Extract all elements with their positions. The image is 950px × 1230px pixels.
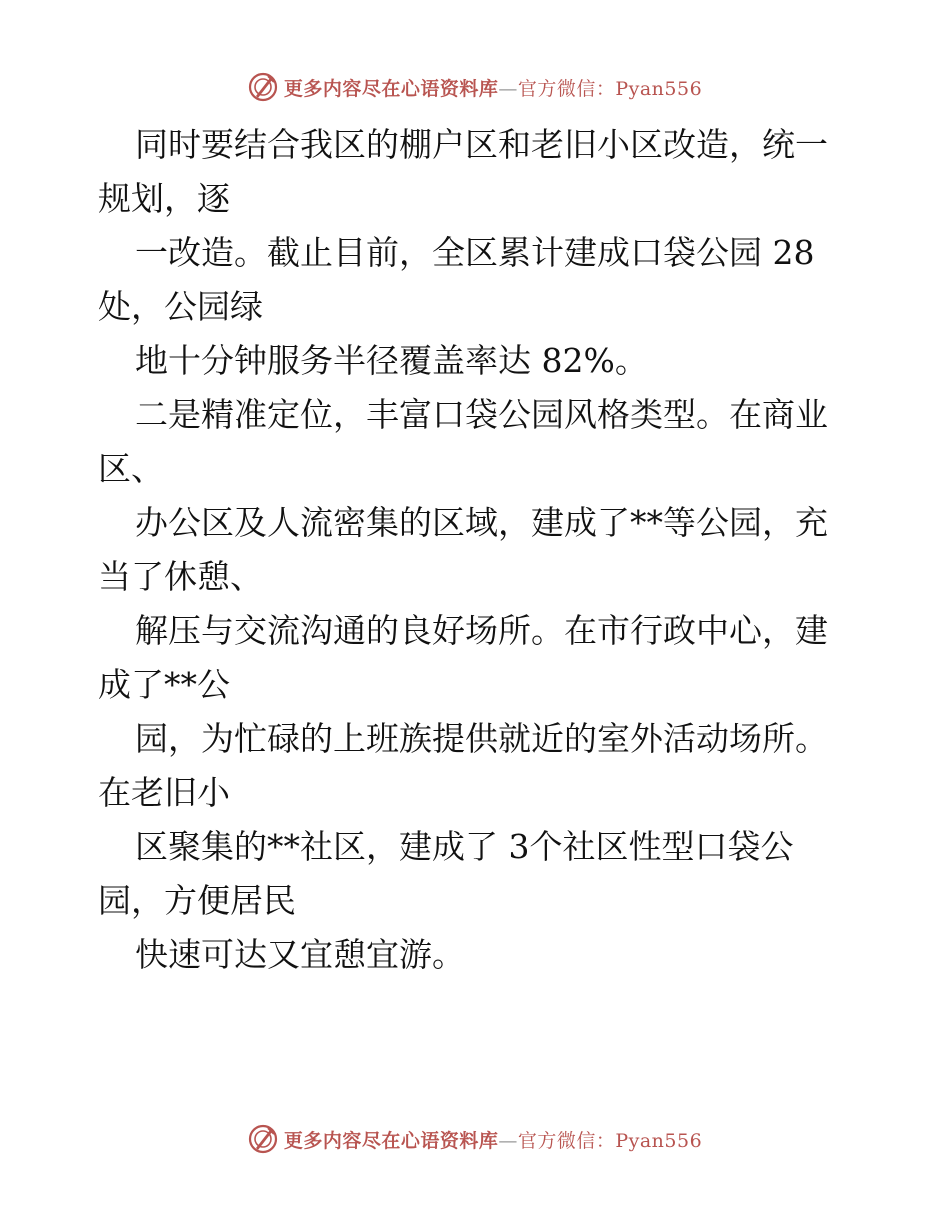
text-line: 同时要结合我区的棚户区和老旧小区改造，统一	[135, 125, 828, 164]
text-line: 区聚集的**社区，建成了 3个社区性型口袋公	[135, 827, 794, 866]
text-line: 当了休憩、	[98, 557, 263, 596]
header-banner	[0, 72, 950, 102]
banner-wechat: 官方微信：Pyan556	[517, 77, 703, 100]
text-line: 地十分钟服务半径覆盖率达 82%。	[135, 341, 648, 380]
quill-logo-icon	[248, 1124, 278, 1154]
quill-logo-icon	[248, 72, 278, 102]
body-text	[98, 118, 858, 982]
text-line: 园，方便居民	[98, 881, 296, 920]
text-line: 成了**公	[98, 665, 230, 704]
banner-title: 更多内容尽在心语资料库	[283, 1129, 499, 1152]
banner-wechat: 官方微信：Pyan556	[517, 1129, 703, 1152]
banner-dash: —	[498, 77, 518, 100]
text-line: 二是精准定位，丰富口袋公园风格类型。在商业	[135, 395, 828, 434]
text-line: 规划，逐	[98, 179, 230, 218]
text-line: 区、	[98, 449, 164, 488]
text-line: 办公区及人流密集的区域，建成了**等公园，充	[135, 503, 828, 542]
text-line: 在老旧小	[98, 773, 230, 812]
text-line: 一改造。截止目前，全区累计建成口袋公园 28	[135, 233, 815, 272]
text-line: 解压与交流沟通的良好场所。在市行政中心，建	[135, 611, 828, 650]
text-line: 园，为忙碌的上班族提供就近的室外活动场所。	[135, 719, 828, 758]
banner-title: 更多内容尽在心语资料库	[283, 77, 499, 100]
text-line: 快速可达又宜憩宜游。	[135, 935, 465, 974]
text-line: 处，公园绿	[98, 287, 263, 326]
footer-banner	[0, 1124, 950, 1154]
banner-dash: —	[498, 1129, 518, 1152]
